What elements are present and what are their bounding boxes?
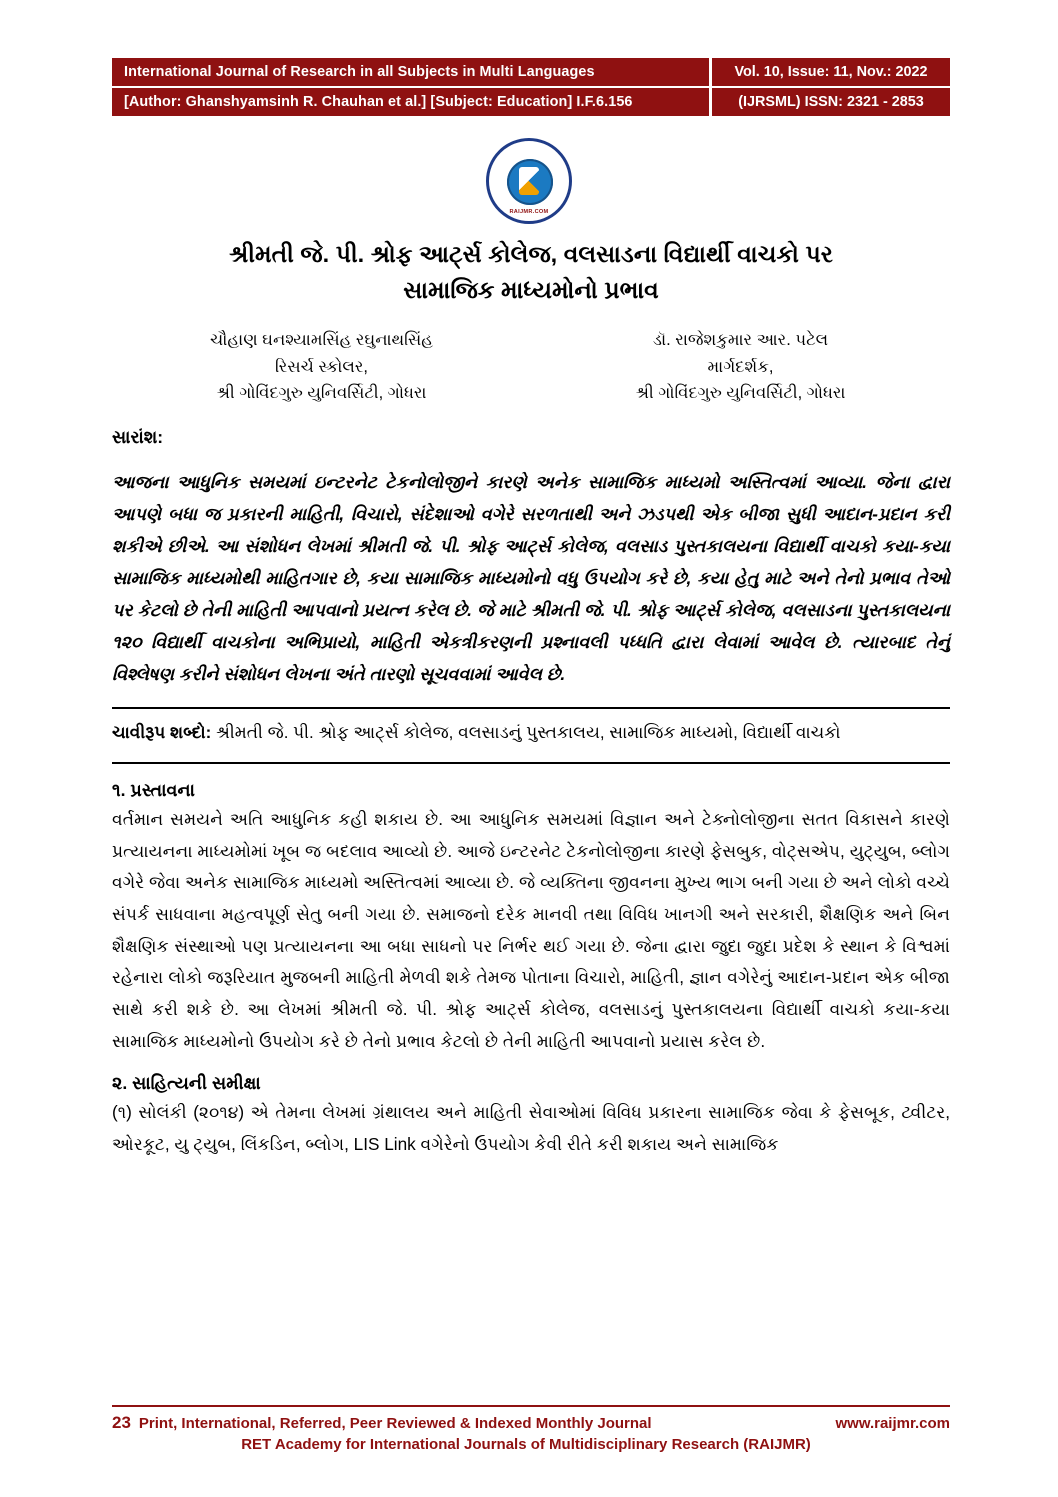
issn-line: (IJRSML) ISSN: 2321 - 2853 xyxy=(712,88,950,116)
article-body xyxy=(112,236,950,1161)
section-text-1: વર્તમાન સમયને અતિ આધુનિક કહી શકાય છે. આ આધુનિક સમયમાં વિજ્ઞાન અને ટેક્નોલોજીના સતત વિકાસને કારણે પ્રત્યાયનના માધ્યમોમાં ખૂબ જ બદલાવ આવ્યો છે. આજે ઇન્ટરનેટ ટેકનોલોજીના કારણે ફેસબુક, વોટ્સએપ, યુટ્યુબ, બ્લોગ વગેરે જેવા અનેક સામાજિક માધ્યમો અસ્તિત્વમાં આવ્યા છે. જે વ્યક્તિના જીવનના મુખ્ય ભાગ બની ગયા છે અને લોકો વચ્ચે સંપર્ક સાધવાના મહત્વપૂર્ણ સેતુ બની ગયા છે. સમાજનો દરેક માનવી તથા વિવિધ ખાનગી અને સરકારી, શૈક્ષણિક અને બિન શૈક્ષણિક સંસ્થાઓ પણ પ્રત્યાયનના આ બધા સાધનો પર નિર્ભર થઈ ગયા છે. જેના દ્વારા જુદા જુદા પ્રદેશ કે સ્થાન કે વિશ્વમાં રહેનારા લોકો જરૂરિયાત મુજબની માહિતી મેળવી શકે તેમજ પોતાના વિચારો, માહિતી, જ્ઞાન વગેરેનું આદાન-પ્રદાન એક બીજા સાથે કરી શકે છે. આ લેખમાં શ્રીમતી જે. પી. શ્રોફ આર્ટ્સ કોલેજ, વલસાડનું પુસ્તકાલયના વિદ્યાર્થી વાચકો કયા-કયા સામાજિક માધ્યમોનો ઉપયોગ કરે છે તેનો પ્રભાવ કેટલો છે તેની માહિતી આપવાનો પ્રયાસ કરેલ છે. xyxy=(112,809,950,1051)
page-footer xyxy=(112,1405,950,1453)
author-subject-line: [Author: Ghanshyamsinh R. Chauhan et al.] [Subject: Education] I.F.6.156 xyxy=(112,88,709,116)
section-text-2: (૧) સોલંકી (૨૦૧૪) એ તેમના લેખમાં ગ્રંથાલય અને માહિતી સેવાઓમાં વિવિધ પ્રકારના સામાજિક જેવા કે ફેસબૂક, ટ્વીટર, ઓરકૂટ, યુ ટ્યુબ, લિંકડિન, બ્લોગ, LIS Link વગેરેનો ઉપયોગ કેવી રીતે કરી શકાય અને સામાજિક xyxy=(112,1102,950,1154)
keywords-text: શ્રીમતી જે. પી. શ્રોફ આર્ટ્સ કોલેજ, વલસાડનું પુસ્તકાલય, સામાજિક માધ્યમો, વિદ્યાર્થી વાચકો xyxy=(216,723,841,743)
abstract-label: સારાંશ: xyxy=(112,427,164,447)
volume-issue: Vol. 10, Issue: 11, Nov.: 2022 xyxy=(712,58,950,86)
section-heading-2: ૨. સાહિત્યની સમીક્ષા xyxy=(112,1073,261,1094)
journal-title: International Journal of Research in all Subjects in Multi Languages xyxy=(112,58,709,86)
page-header xyxy=(112,58,950,116)
footer-publisher: RET Academy for International Journals of Multidisciplinary Research (RAIJMR) xyxy=(241,1436,811,1453)
author-left-role: રિસર્ચ સ્કોલર, xyxy=(275,357,368,376)
footer-journal-description: Print, International, Referred, Peer Reviewed & Indexed Monthly Journal xyxy=(138,1415,652,1432)
author-right-name: ડૉ. રાજેશકુમાર આર. પટેલ xyxy=(652,330,829,349)
page-number: 23 xyxy=(112,1413,131,1432)
footer-row-1 xyxy=(112,1413,950,1433)
title-line-1: શ્રીમતી જે. પી. શ્રોફ આર્ટ્સ કોલેજ, વલસાડના વિદ્યાર્થી વાચકો પર xyxy=(229,241,833,267)
title-line-2: સામાજિક માધ્યમોનો પ્રભાવ xyxy=(403,277,659,304)
divider-top xyxy=(112,707,950,709)
keywords-block xyxy=(112,719,950,748)
author-right-affiliation: શ્રી ગોવિંદગુરુ યુનિવર્સિટી, ગોધરા xyxy=(635,384,846,403)
divider-bottom xyxy=(112,762,950,764)
footer-divider xyxy=(112,1405,950,1407)
author-left-affiliation: શ્રી ગોવિંદગુરુ યુનિવર્સિટી, ગોધરા xyxy=(216,384,427,403)
raijmr-logo-icon xyxy=(486,138,572,224)
header-row-1 xyxy=(112,58,950,86)
section-heading-1: ૧. પ્રસ્તાવના xyxy=(112,780,195,801)
logo-caption: RAIJMR.COM xyxy=(509,209,549,215)
page-title xyxy=(112,236,950,309)
abstract-text: આજના આધુનિક સમયમાં ઇન્ટરનેટ ટેકનોલોજીને કારણે અનેક સામાજિક માધ્યમો અસ્તિત્વમાં આવ્યા. જેના દ્વારા આપણે બધા જ પ્રકારની માહિતી, વિચારો, સંદેશાઓ વગેરે સરળતાથી અને ઝડપથી એક બીજા સુધી આદાન-પ્રદાન કરી શકીએ છીએ. આ સંશોધન લેખમાં શ્રીમતી જે. પી. શ્રોફ આર્ટ્સ કોલેજ, વલસાડ પુસ્તકાલયના વિદ્યાર્થી વાચકો કયા-કયા સામાજિક માધ્યમોથી માહિતગાર છે, કયા સામાજિક માધ્યમોનો વધુ ઉપયોગ કરે છે, કયા હેતુ માટે અને તેનો પ્રભાવ તેઓ પર કેટલો છે તેની માહિતી આપવાનો પ્રયત્ન કરેલ છે. જે માટે શ્રીમતી જે. પી. શ્રોફ આર્ટ્સ કોલેજ, વલસાડના પુસ્તકાલયના ૧૨૦ વિદ્યાર્થી વાચકોના અભિપ્રાયો, માહિતી એકત્રીકરણની પ્રશ્નાવલી પધ્ધતિ દ્વારા લેવામાં આવેલ છે. ત્યારબાદ તેનું વિશ્લેષણ કરીને સંશોધન લેખના અંતે તારણો સૂચવવામાં આવેલ છે. xyxy=(112,471,950,684)
author-left-name: ચૌહાણ ઘનશ્યામસિંહ રઘુનાથસિંહ xyxy=(209,330,434,349)
author-left xyxy=(112,327,531,407)
footer-website-link[interactable]: www.raijmr.com xyxy=(835,1415,950,1432)
authors-block xyxy=(112,327,950,407)
keywords-label: ચાવીરૂપ શબ્દો: xyxy=(112,723,212,743)
logo-inner-circle xyxy=(507,159,553,205)
header-row-2 xyxy=(112,88,950,116)
author-right xyxy=(531,327,950,407)
journal-logo-container xyxy=(0,138,1058,224)
author-right-role: માર્ગદર્શક, xyxy=(707,357,774,376)
